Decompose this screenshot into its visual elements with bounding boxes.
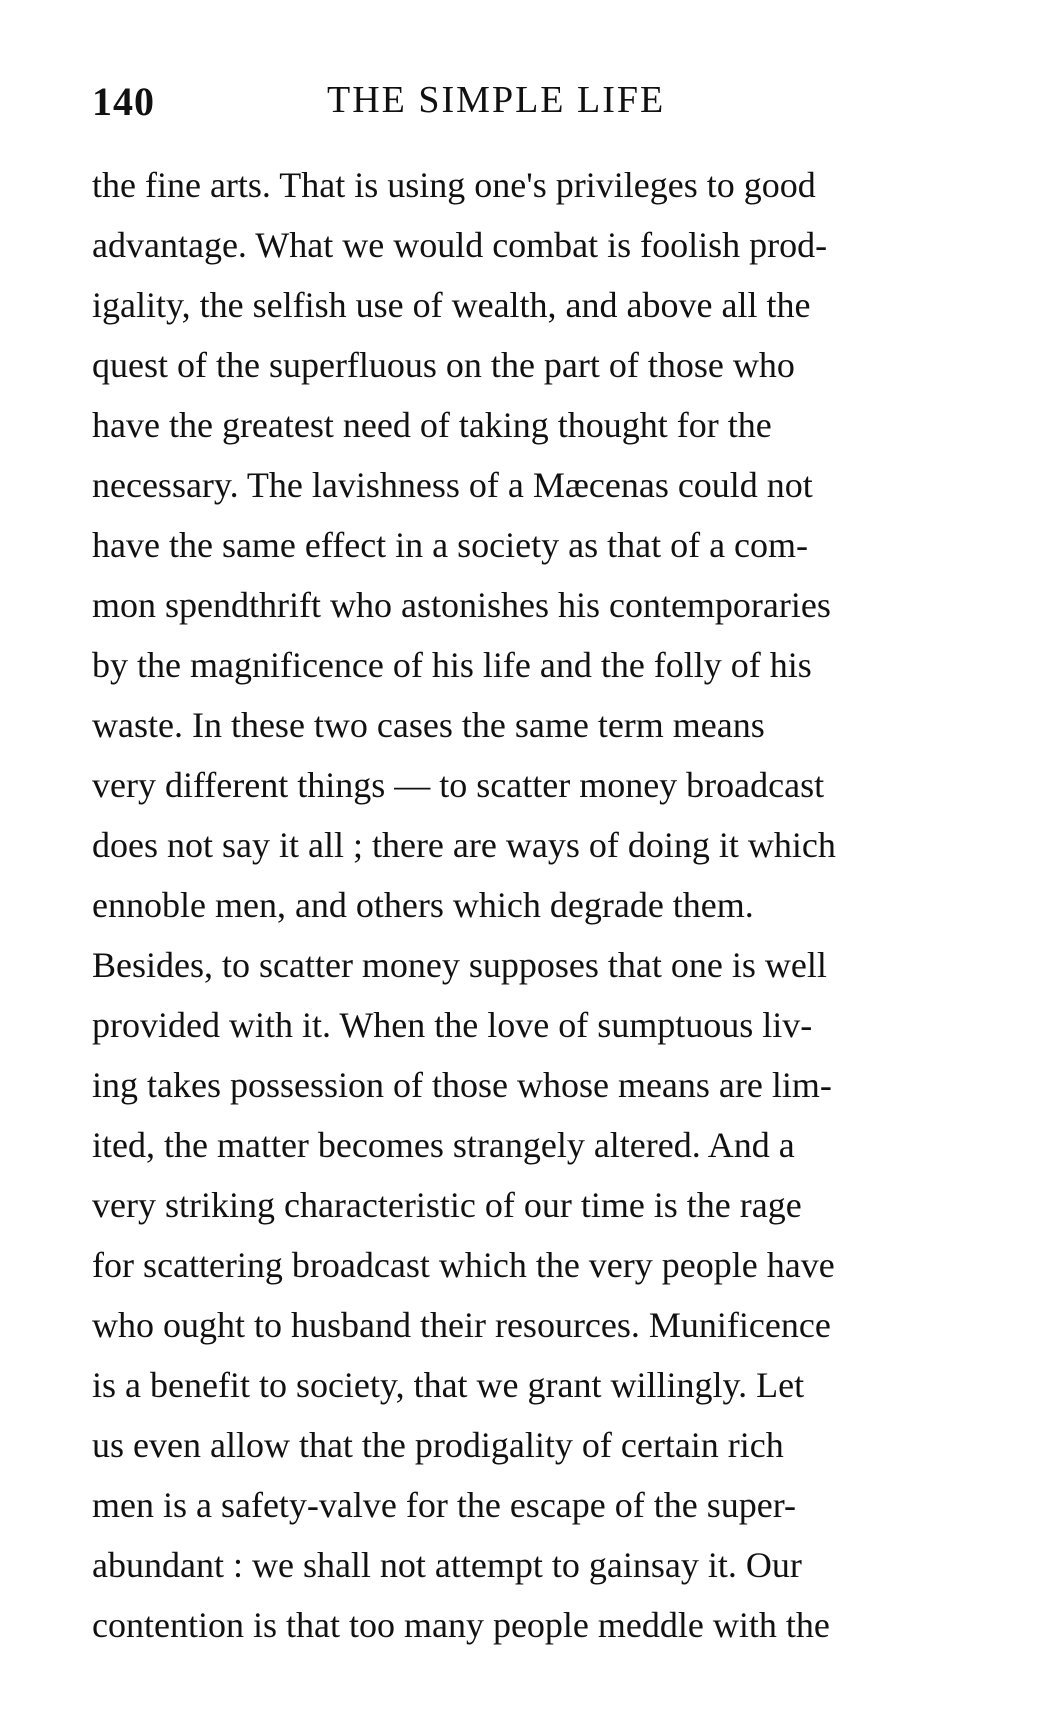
- text-line: the fine arts. That is using one's privileges to good: [92, 165, 816, 205]
- text-line: by the magnificence of his life and the folly of his: [92, 645, 812, 685]
- text-line: is a benefit to society, that we grant willingly. Let: [92, 1365, 805, 1405]
- text-line: provided with it. When the love of sumptuous liv-: [92, 1005, 813, 1045]
- text-line: abundant : we shall not attempt to gainsay it. Our: [92, 1545, 802, 1585]
- text-line: does not say it all ; there are ways of doing it which: [92, 825, 836, 865]
- text-line: ing takes possession of those whose means are lim-: [92, 1065, 832, 1105]
- text-line: quest of the superfluous on the part of those who: [92, 345, 795, 385]
- text-line: necessary. The lavishness of a Mæcenas could not: [92, 465, 813, 505]
- text-line: advantage. What we would combat is foolish prod-: [92, 225, 828, 265]
- text-line: igality, the selfish use of wealth, and above all the: [92, 285, 811, 325]
- page-number: 140: [92, 79, 155, 124]
- text-line: very different things — to scatter money broadcast: [92, 765, 825, 805]
- text-line: waste. In these two cases the same term means: [92, 705, 765, 745]
- text-line: men is a safety-valve for the escape of the super-: [92, 1485, 796, 1525]
- body-text: [92, 155, 992, 1655]
- text-line: who ought to husband their resources. Munificence: [92, 1305, 831, 1345]
- text-line: have the same effect in a society as that of a com-: [92, 525, 809, 565]
- text-line: ennoble men, and others which degrade them.: [92, 885, 754, 925]
- page-header: [92, 78, 992, 138]
- text-line: very striking characteristic of our time is the rage: [92, 1185, 802, 1225]
- running-title: THE SIMPLE LIFE: [327, 79, 666, 121]
- text-line: Besides, to scatter money supposes that one is well: [92, 945, 827, 985]
- text-line: mon spendthrift who astonishes his contemporaries: [92, 585, 831, 625]
- text-line: for scattering broadcast which the very people have: [92, 1245, 835, 1285]
- text-line: ited, the matter becomes strangely altered. And a: [92, 1125, 795, 1165]
- text-line: contention is that too many people meddle with the: [92, 1605, 830, 1645]
- text-line: have the greatest need of taking thought for the: [92, 405, 772, 445]
- text-line: us even allow that the prodigality of certain rich: [92, 1425, 784, 1465]
